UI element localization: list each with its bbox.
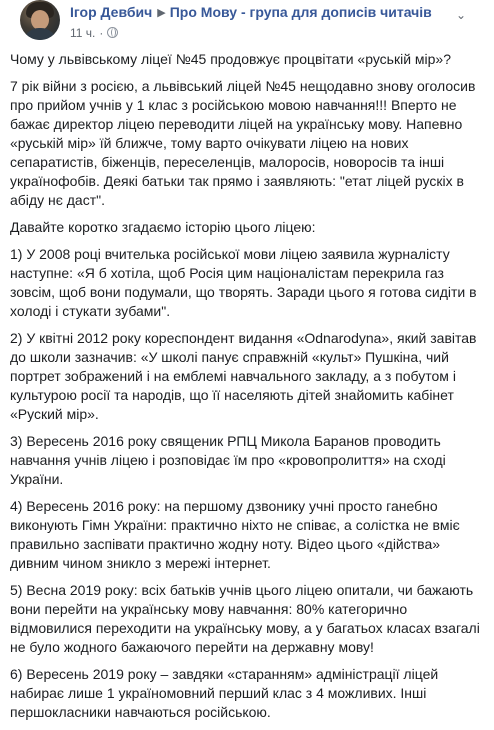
post-timestamp[interactable]: 11 ч. (70, 26, 96, 40)
post-paragraph: 2) У квітні 2012 року кореспондент видання «Odnarodyna», який завітав до школи зазначив: «У школі панує справжній «культ» Пушкіна, чий портрет зображений і на емблемі навчального закладу, а з побутом і культурою росії та народів, що її населяють дітей знайомить кабінет «Руский мір». (10, 330, 477, 422)
post-header (10, 0, 482, 44)
post-body (10, 50, 482, 730)
avatar-body (23, 28, 57, 40)
post-paragraph: Чому у львівському ліцеї №45 продовжує процвітати «руській мір»? (10, 51, 451, 67)
post-paragraph: 6) Вересень 2019 року – завдяки «старанням» адміністрації ліцей набирає лише 1 україномовний перший клас з 4 можливих. Інші першокласники навчаються російською. (10, 666, 439, 720)
post-paragraph: 5) Весна 2019 року: всіх батьків учнів цього ліцею опитали, чи бажають вони перейти на українську мову навчання: 80% категорично відмовилися переходити на українську мову, а у багатьох класах взагалі не було жодного бажаючого перейти на державну мову! (10, 582, 480, 655)
avatar-face (31, 10, 49, 30)
author-name[interactable]: Ігор Девбич (70, 4, 153, 20)
avatar[interactable] (20, 0, 60, 40)
globe-icon[interactable] (107, 27, 118, 38)
author-line (70, 4, 442, 20)
post-meta (70, 26, 118, 40)
meta-separator: · (99, 26, 104, 40)
triangle-right-icon: ▶ (157, 7, 166, 19)
post-paragraph: 7 рік війни з росією, а львівський ліцей №45 нещодавно знову оголосив про прийом учнів у 1 клас з російською мовою навчання!!! Вперто не бажає директор ліцею переводити ліцей на українську мову. Напевно «руській мір» їй ближче, тому варто очікувати ліцею на нових сепаратистів, біженців, переселенців, малоросів, новоросів та інші українофобів. Деякі батьки так прямо і заявляють: "етат ліцей рускіх в абіду нє даст". (10, 78, 476, 208)
post-paragraph: 3) Вересень 2016 року священик РПЦ Микола Баранов проводить навчання учнів ліцею і розповідає їм про «кровопролиття» на сході України. (10, 433, 446, 487)
chevron-down-icon[interactable]: ⌄ (455, 8, 467, 22)
post-paragraph: 1) У 2008 році вчителька російської мови ліцею заявила журналісту наступне: «Я б хотіла, щоб Росія цим націоналістам перекрила газ зовсім, щоб вони подумали, що творять. Заради цього я готова сидіти в холоді і стукати зубами". (10, 246, 477, 319)
post-paragraph: Давайте коротко згадаємо історію цього ліцею: (10, 219, 316, 235)
post-paragraph: 4) Вересень 2016 року: на першому дзвонику учні просто ганебно виконують Гімн України: практично ніхто не співає, а солістка не вміє правильно заспівати практично жодну ноту. Відео цього «дійства» дивним чином зникло з мережі інтернет. (10, 498, 460, 571)
group-name[interactable]: Про Мову - група для дописів читачів (169, 4, 432, 20)
